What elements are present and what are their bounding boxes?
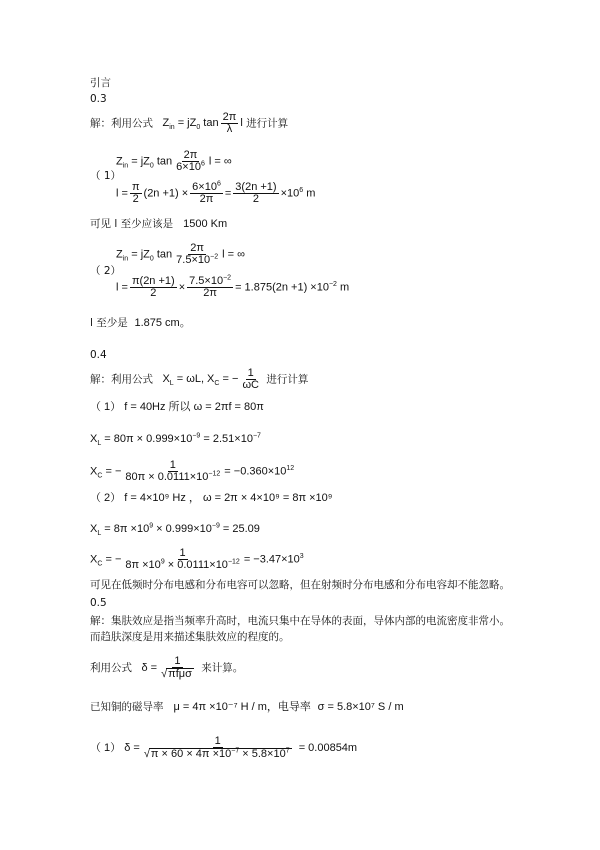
s04-formula: $X_L = \omega L$, $X_C$ = − $\frac{1}{\omega C}$ bbox=[156, 367, 259, 391]
s03-case1-mark: （ 1） bbox=[90, 170, 122, 182]
s04-formula-line bbox=[90, 368, 308, 391]
s03-intro: 解：利用公式 bbox=[90, 117, 153, 130]
s04-conclusion: 可见在低频时分布电感和分布电容可以忽略，但在射频时分布电感和分布电容却不能忽略。 bbox=[90, 579, 510, 591]
s03-note1-value: 1500 Km bbox=[183, 218, 228, 230]
s05-formula-line bbox=[90, 656, 243, 680]
s05-known-text: 已知铜的磁导率 bbox=[90, 701, 164, 713]
s04-xl2: $X_L = 8\pi \times 10^9 \times 0.999\times 10^{-9} = 25.09$ bbox=[90, 522, 260, 538]
s04-xc1: $X_C$ = − $\frac{1}{80\pi \times 0.0111\times 10^{-12}}$ = $-0.360\times 10^{12}$ bbox=[90, 459, 295, 483]
s04-case2-text: f = 4×10⁹ Hz ， ω = 2π × 4×10⁹ = 8π ×10⁹ bbox=[124, 492, 333, 504]
s05-known-sigma: σ = 5.8×10⁷ S / m bbox=[317, 701, 404, 713]
section-number-0-3: 0.3 bbox=[90, 93, 107, 105]
s04-intro-after: 进行计算 bbox=[266, 373, 309, 386]
s03-formula: $Z_{in} = jZ_0$ tan $\frac{2\pi}{\lambda}$ l bbox=[156, 111, 243, 135]
s03-eq2b: l = $\frac{\pi(2n +1)}{2}$ × $\frac{7.5\times 10^{-2}}{2\pi}$ = $1.875(2n +1) \times 10^{-2}$ m bbox=[116, 274, 350, 299]
s05-paragraph-2: 而趋肤深度是用来描述集肤效应的程度的。 bbox=[90, 631, 290, 643]
s05-formula: δ = $\frac{1}{\text{√πfμσ}}$ bbox=[135, 655, 192, 680]
s03-note2-text: l 至少是 bbox=[90, 317, 128, 329]
s05-result1: = 0.00854m bbox=[298, 741, 358, 754]
page-title: 引言 bbox=[90, 77, 111, 89]
s04-case2 bbox=[90, 491, 332, 505]
section-number-0-4: 0.4 bbox=[90, 349, 107, 361]
s05-formula-after: 来计算。 bbox=[201, 661, 244, 674]
s04-case2-mark: （ 2） bbox=[90, 492, 122, 504]
s04-xc2: $X_C$ = − $\frac{1}{8\pi \times 10^9 \times 0.0111\times 10^{-12}}$ = $-3.47\times 10^3$ bbox=[90, 547, 304, 571]
s03-eq1b: l = $\frac{\pi}{2}$ (2n +1) × $\frac{6\times 10^6}{2\pi}$ = $\frac{3(2n +1)}{2}$ $\times 10^6$ m bbox=[116, 180, 316, 205]
s05-formula-pre: 利用公式 bbox=[90, 661, 132, 674]
section-number-0-5: 0.5 bbox=[90, 597, 107, 609]
s03-intro-after: 进行计算 bbox=[246, 117, 289, 130]
s03-note2-value: 1.875 cm。 bbox=[134, 317, 191, 329]
s05-case1: （ 1） δ = $\frac{1}{√\pi \times 60 \times 4\pi \times 10^{-7} \times 5.8\times 10^7}$ = 0.00854m bbox=[90, 735, 358, 760]
s05-case1-mark: （ 1） bbox=[90, 741, 122, 754]
s04-case1: （ 1） f = 40Hz 所以 ω = 2πf = 80π bbox=[90, 401, 264, 413]
s05-known-mu: μ = 4π ×10⁻⁷ H / m，电导率 bbox=[173, 701, 311, 713]
s03-eq1a: $Z_{in} = jZ_0$ tan $\frac{2\pi}{6\times 10^6}$ l = ∞ bbox=[116, 149, 232, 173]
s04-intro: 解：利用公式 bbox=[90, 373, 153, 386]
s03-formula-line bbox=[90, 112, 288, 135]
s04-xl1: $X_L = 80\pi \times 0.999\times 10^{-9} = 2.51\times 10^{-7}$ bbox=[90, 432, 261, 448]
s03-note1-text: 可见 l 至少应该是 bbox=[90, 218, 174, 230]
s03-note2 bbox=[90, 316, 191, 330]
s03-eq2a: $Z_{in} = jZ_0$ tan $\frac{2\pi}{7.5\times 10^{-2}}$ l = ∞ bbox=[116, 242, 245, 266]
s05-known bbox=[90, 700, 404, 714]
s05-paragraph-1: 解：集肤效应是指当频率升高时，电流只集中在导体的表面，导体内部的电流密度非常小。 bbox=[90, 615, 510, 627]
s03-case2-mark: （ 2） bbox=[90, 265, 122, 277]
s03-note1 bbox=[90, 217, 227, 231]
